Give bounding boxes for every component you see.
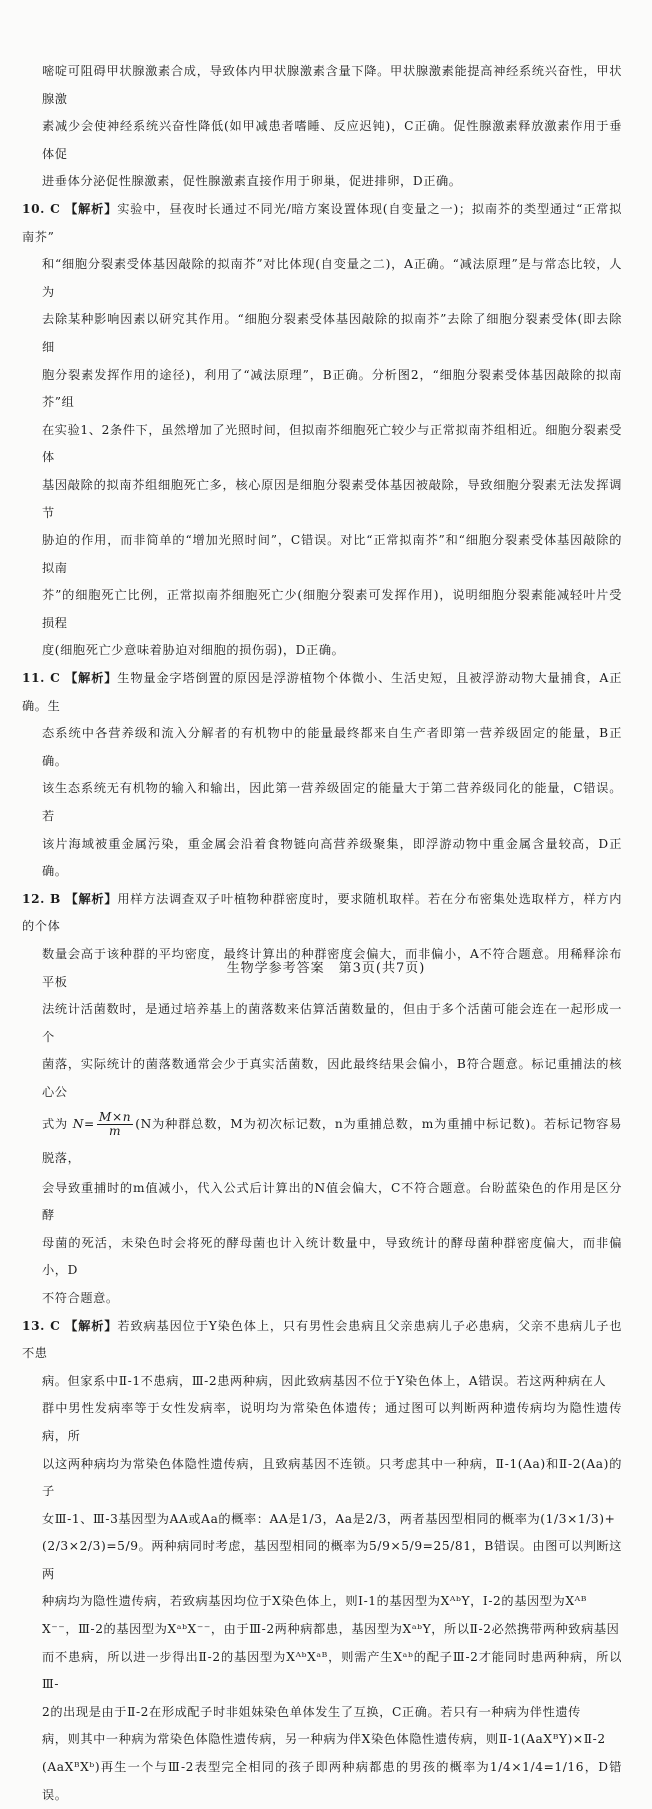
- text-line: 菌落，实际统计的菌落数通常会少于真实活菌数，因此最终结果会偏小，B符合题意。标记重捕法的核心公: [42, 1057, 622, 1099]
- question-12: [22, 886, 622, 1313]
- text-line: 胁迫的作用，而非简单的“增加光照时间”，C错误。对比“正常拟南芥”和“细胞分裂素受体基因敲除的拟南: [42, 533, 622, 575]
- q9-continuation: [22, 58, 622, 196]
- text-line: 10. C 【解析】实验中，昼夜时长通过不同光/暗方案设置体现(自变量之一)；拟南芥的类型通过“正常拟南芥”: [22, 201, 622, 244]
- text-line: 进垂体分泌促性腺激素，促性腺激素直接作用于卵巢，促进排卵，D正确。: [42, 174, 462, 189]
- text-line: 病，则其中一种病为常染色体隐性遗传病，另一种病为伴X染色体隐性遗传病，则Ⅱ-1(AaXᴮY)×Ⅱ-2: [42, 1732, 606, 1747]
- text-line: 不符合题意。: [42, 1290, 119, 1305]
- text-line: 12. B 【解析】用样方法调查双子叶植物种群密度时，要求随机取样。若在分布密集处选取样方，样方内的个体: [22, 891, 622, 934]
- question-11: [22, 665, 622, 886]
- text-line: 胞分裂素发挥作用的途径)，利用了“减法原理”，B正确。分析图2，“细胞分裂素受体基因敲除的拟南芥”组: [42, 367, 622, 410]
- text-line: 在实验1、2条件下，虽然增加了光照时间，但拟南芥细胞死亡较少与正常拟南芥组相近。细胞分裂素受体: [42, 422, 622, 465]
- question-10: [22, 196, 622, 665]
- text-line: 基因敲除的拟南芥组细胞死亡多，核心原因是细胞分裂素受体基因被敲除，导致细胞分裂素无法发挥调节: [42, 477, 622, 520]
- text-line: 13. C 【解析】若致病基因位于Y染色体上，只有男性会患病且父亲患病儿子必患病，父亲不患病儿子也不患: [22, 1318, 623, 1361]
- text-line: 种病均为隐性遗传病，若致病基因均位于X染色体上，则Ⅰ-1的基因型为XᴬᵇY，Ⅰ-2的基因型为Xᴬᴮ: [42, 1594, 588, 1609]
- text-line: (2/3×2/3)=5/9。两种病同时考虑，基因型相同的概率为5/9×5/9=25/81，B错误。由图可以判断这两: [42, 1539, 622, 1581]
- analysis-tag: 【解析】: [65, 891, 118, 906]
- text-line: 芥”的细胞死亡比例，正常拟南芥细胞死亡少(细胞分裂素可发挥作用)，说明细胞分裂素能减轻叶片受损程: [42, 588, 622, 630]
- text-line: 和“细胞分裂素受体基因敲除的拟南芥”对比体现(自变量之二)，A正确。“减法原理”是与常态比较，人为: [42, 257, 622, 299]
- text-line: 会导致重捕时的m值减小，代入公式后计算出的N值会偏大，C不符合题意。台盼蓝染色的作用是区分酵: [42, 1180, 622, 1223]
- question-number: 11. C: [22, 671, 61, 686]
- text-line: 群中男性发病率等于女性发病率，说明均为常染色体遗传；通过图可以判断两种遗传病均为隐性遗传病，所: [42, 1401, 622, 1443]
- text-line: 该片海域被重金属污染，重金属会沿着食物链向高营养级聚集，即浮游动物中重金属含量较高，D正确。: [42, 836, 622, 879]
- analysis-tag: 【解析】: [65, 1318, 118, 1333]
- page-footer: 生物学参考答案 第3页(共7页): [226, 961, 426, 976]
- formula-line: 式为 N= $\frac{M\times n}{m}$ (N为种群总数，M为初次标记数，n为重捕总数，m为重捕中标记数)。若标记物容易脱落，: [42, 1109, 622, 1165]
- question-number: 12. B: [22, 891, 61, 906]
- text-line: 度(细胞死亡少意味着胁迫对细胞的损伤弱)，D正确。: [42, 643, 345, 658]
- analysis-tag: 【解析】: [65, 201, 118, 216]
- fraction: [97, 1111, 133, 1138]
- text-line: 去除某种影响因素以研究其作用。“细胞分裂素受体基因敲除的拟南芥”去除了细胞分裂素受体(即去除细: [42, 312, 622, 354]
- text-line: 素减少会使神经系统兴奋性降低(如甲减患者嗜睡、反应迟钝)，C正确。促性腺激素释放激素作用于垂体促: [42, 119, 622, 161]
- text-line: (AaXᴮXᵇ)再生一个与Ⅲ-2表型完全相同的孩子即两种病都患的男孩的概率为1/4×1/4=1/16，D错误。: [42, 1760, 622, 1802]
- text-line: X⁻⁻，Ⅲ-2的基因型为XᵃᵇX⁻⁻，由于Ⅲ-2两种病都患，基因型为XᵃᵇY，所以Ⅱ-2必然携带两种致病基因: [42, 1622, 620, 1637]
- text-line: 2的出现是由于Ⅱ-2在形成配子时非姐妹染色单体发生了互换，C正确。若只有一种病为伴性遗传: [42, 1704, 581, 1719]
- text-line: 该生态系统无有机物的输入和输出，因此第一营养级固定的能量大于第二营养级同化的能量，C错误。若: [42, 781, 622, 824]
- question-13: [22, 1313, 622, 1809]
- fraction-denominator: m: [108, 1123, 122, 1138]
- formula-lhs: N=: [72, 1116, 95, 1131]
- question-number: 13. C: [22, 1318, 61, 1333]
- question-number: 10. C: [22, 201, 61, 216]
- text-line: 以这两种病均为常染色体隐性遗传病，且致病基因不连锁。只考虑其中一种病，Ⅱ-1(Aa)和Ⅱ-2(Aa)的子: [42, 1456, 622, 1499]
- text-line: 母菌的死活，未染色时会将死的酵母菌也计入统计数量中，导致统计的酵母菌种群密度偏大，而非偏小，D: [42, 1235, 622, 1278]
- analysis-tag: 【解析】: [65, 671, 118, 686]
- text-line: 病。但家系中Ⅱ-1不患病，Ⅲ-2患两种病，因此致病基因不位于Y染色体上，A错误。若这两种病在人: [42, 1373, 607, 1388]
- text-line: 而不患病，所以进一步得出Ⅱ-2的基因型为XᴬᵇXᵃᴮ，则需产生Xᵃᵇ的配子Ⅲ-2才能同时患两种病，所以Ⅲ-: [42, 1649, 622, 1692]
- text-line: 女Ⅲ-1、Ⅲ-3基因型为AA或Aa的概率：AA是1/3，Aa是2/3，两者基因型相同的概率为(1/3×1/3)+: [42, 1511, 616, 1526]
- text-line: 嘧啶可阻碍甲状腺激素合成，导致体内甲状腺激素含量下降。甲状腺激素能提高神经系统兴奋性，甲状腺激: [42, 64, 622, 106]
- text-line: 数量会高于该种群的平均密度，最终计算出的种群密度会偏大，而非偏小，A不符合题意。用稀释涂布平板: [42, 947, 622, 989]
- fraction-numerator: M×n: [98, 1109, 132, 1124]
- text-line: 法统计活菌数时，是通过培养基上的菌落数来估算活菌数量的，但由于多个活菌可能会连在一起形成一个: [42, 1002, 622, 1044]
- text-line: 态系统中各营养级和流入分解者的有机物中的能量最终都来自生产者即第一营养级固定的能量，B正确。: [42, 726, 622, 768]
- text-line: 11. C 【解析】生物量金字塔倒置的原因是浮游植物个体微小、生活史短，且被浮游动物大量捕食，A正确。生: [22, 671, 622, 713]
